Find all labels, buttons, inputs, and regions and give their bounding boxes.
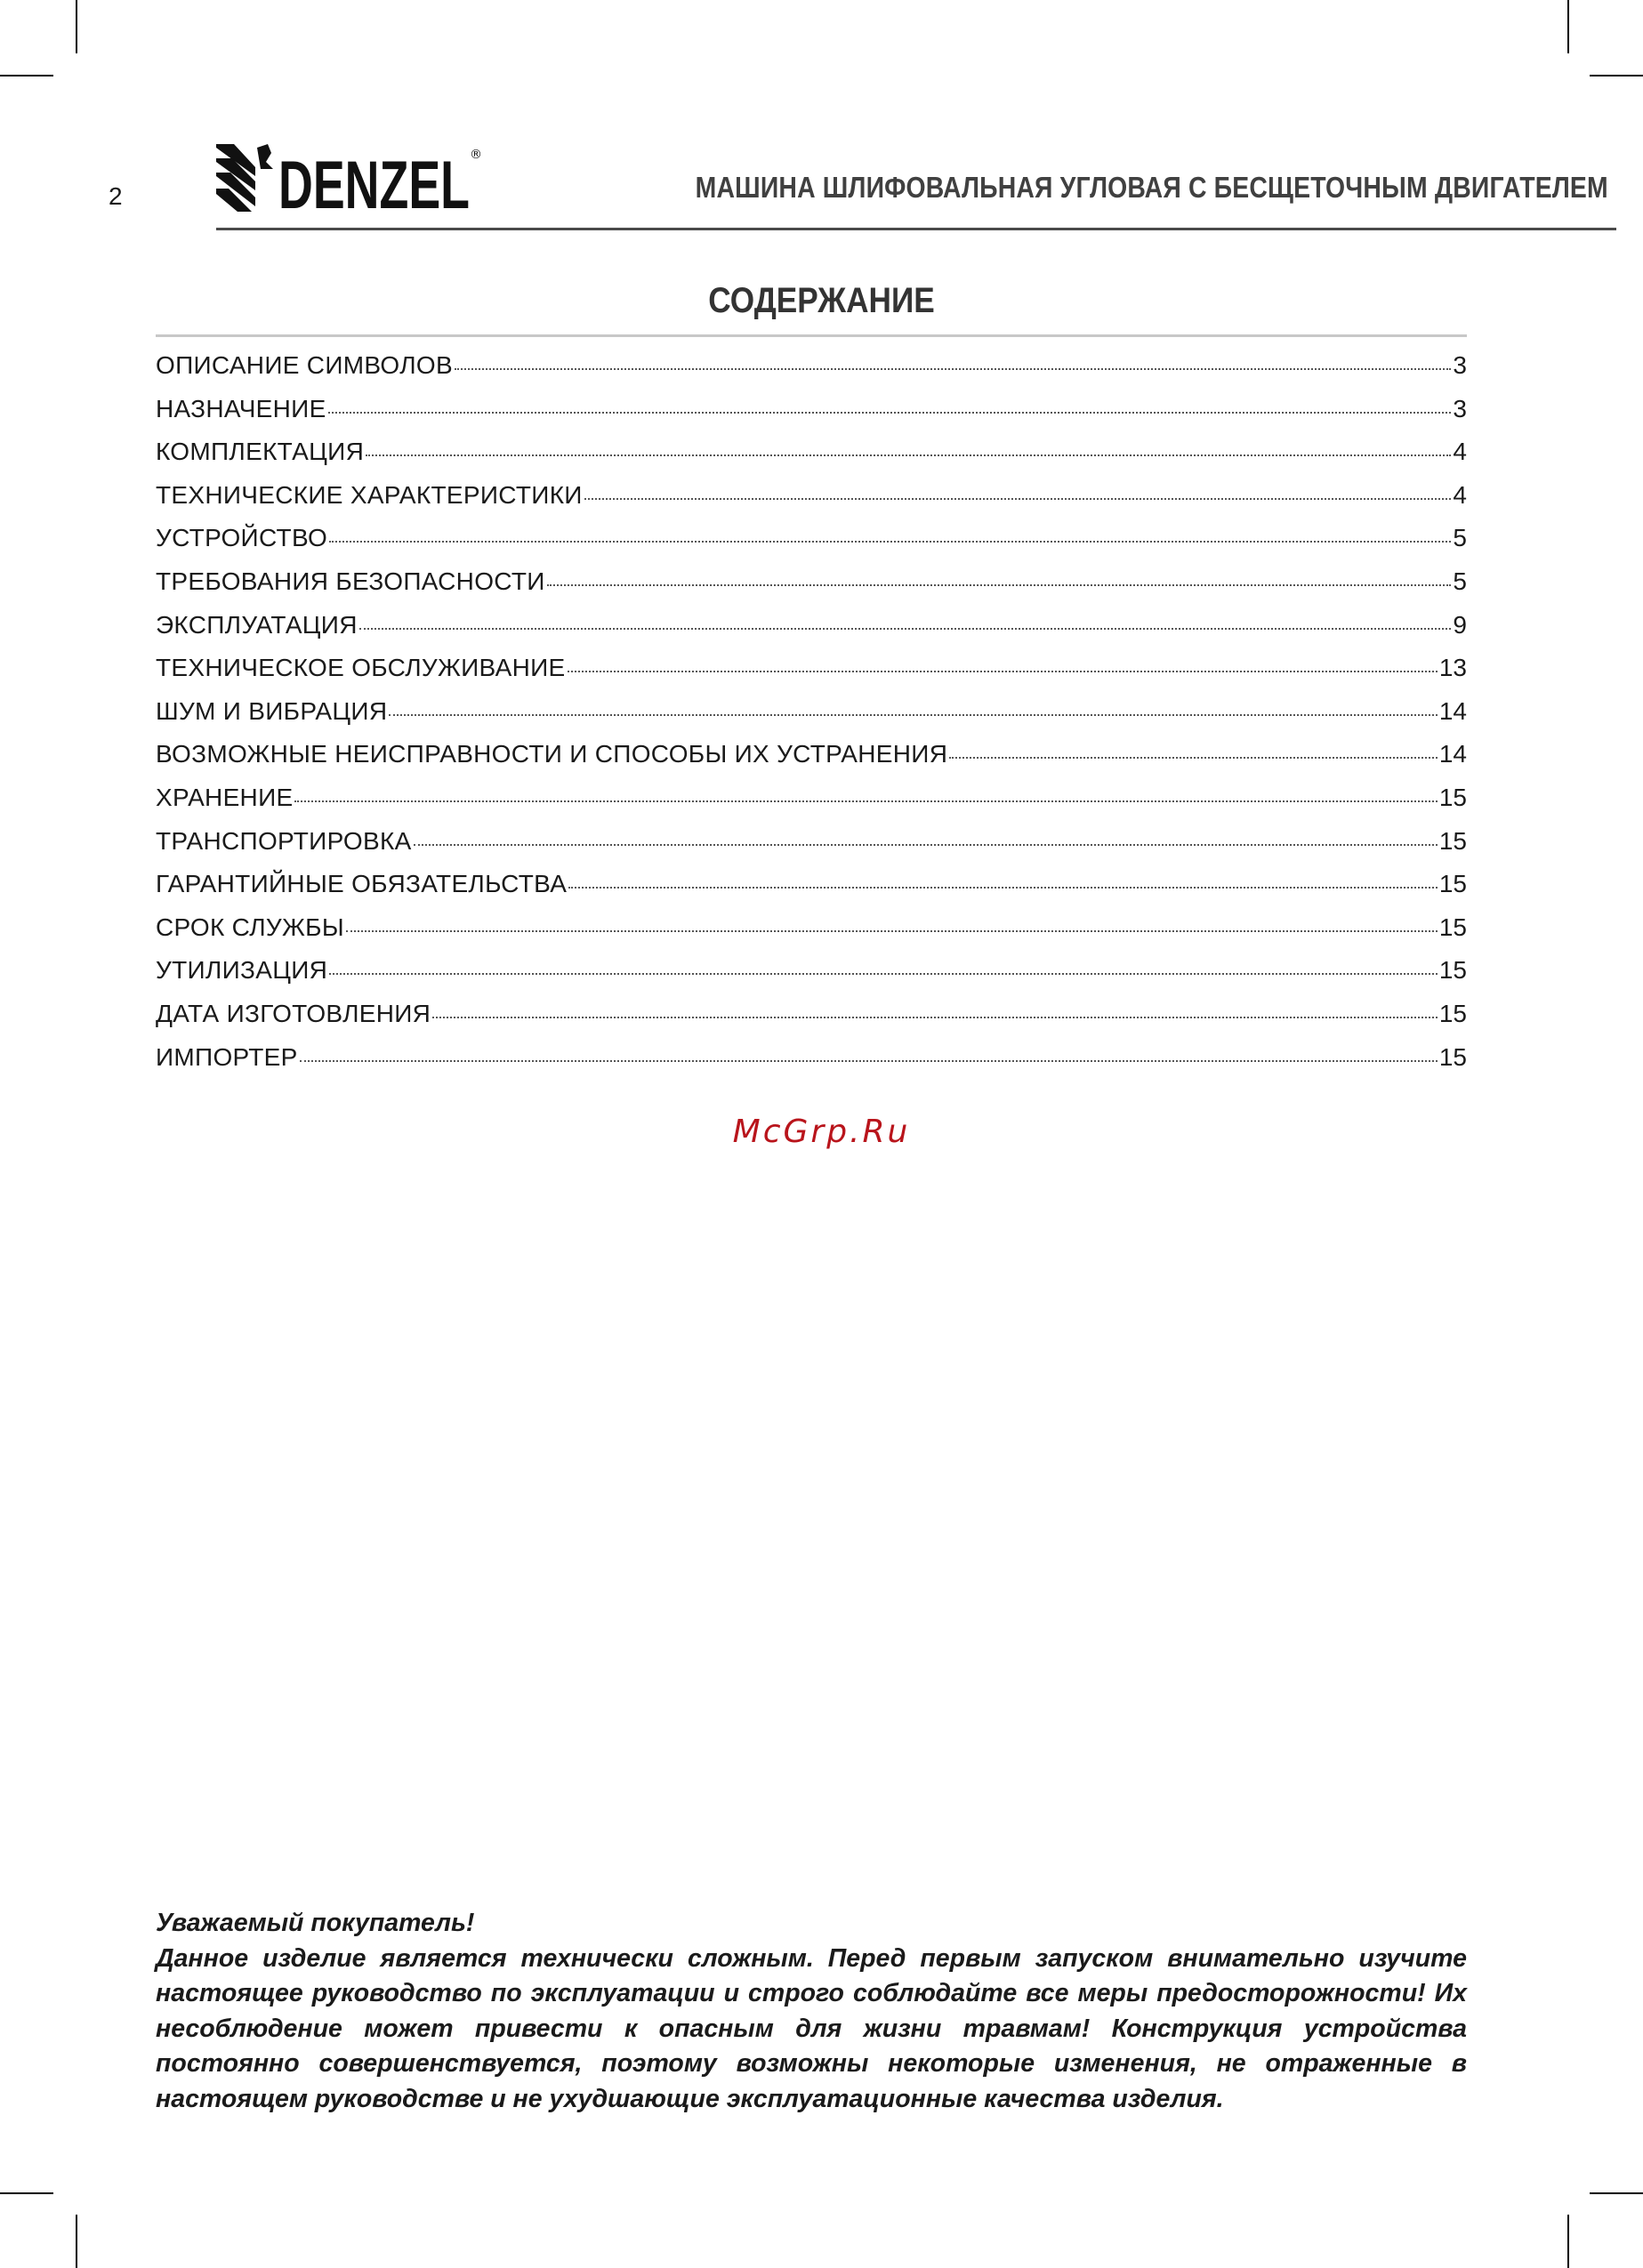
toc-entry-page: 3 — [1453, 351, 1467, 379]
document-title: МАШИНА ШЛИФОВАЛЬНАЯ УГЛОВАЯ С БЕСЩЕТОЧНЫМ ДВИГАТЕЛЕМ — [695, 171, 1608, 204]
toc-entry-label: УТИЛИЗАЦИЯ — [156, 956, 328, 985]
notice-greeting: Уважаемый покупатель! — [156, 1909, 475, 1937]
toc-entry-page: 5 — [1453, 524, 1467, 552]
toc-entry[interactable] — [156, 827, 1467, 871]
toc-entry-label: КОМПЛЕКТАЦИЯ — [156, 438, 365, 466]
toc-entry[interactable] — [156, 956, 1467, 1000]
toc-dot-leader — [329, 973, 1438, 975]
registered-mark: ® — [470, 148, 482, 162]
toc-entry-page: 15 — [1438, 999, 1467, 1027]
toc-entry-page: 15 — [1438, 956, 1467, 985]
toc-dot-leader — [455, 368, 1451, 370]
toc-entry-label: НАЗНАЧЕНИЕ — [156, 394, 326, 422]
toc-entry-label: СРОК СЛУЖБЫ — [156, 913, 344, 941]
toc-dot-leader — [414, 844, 1438, 846]
toc-entry-label: ТРЕБОВАНИЯ БЕЗОПАСНОСТИ — [156, 567, 545, 595]
notice-body: Данное изделие является технически сложным. Перед первым запуском внимательно изучите настоящее руководство по эксплуатации и строго соблюдайте все меры предосторожности! Их несоблюдение может привести к опасным для жизни травмам! Конструкция устройства постоянно совершенствуется, поэтому возможны некоторые изменения, не отраженные в настоящем руководстве и не ухудшающие эксплуатационные качества изделия. — [156, 1943, 1467, 2113]
customer-notice — [156, 1906, 1467, 2117]
toc-entry-label: ГАРАНТИЙНЫЕ ОБЯЗАТЕЛЬСТВА — [156, 870, 568, 898]
toc-entry[interactable] — [156, 784, 1467, 827]
toc-entry-label: ИМПОРТЕР — [156, 1042, 298, 1071]
watermark: McGrp.Ru — [732, 1114, 911, 1150]
toc-entry[interactable] — [156, 740, 1467, 784]
toc-entry[interactable] — [156, 913, 1467, 957]
table-of-contents — [156, 351, 1467, 1086]
toc-entry-page: 5 — [1453, 567, 1467, 595]
toc-entry[interactable] — [156, 351, 1467, 395]
toc-entry-page: 15 — [1438, 870, 1467, 898]
toc-entry[interactable] — [156, 870, 1467, 913]
toc-entry-page: 13 — [1438, 654, 1467, 682]
toc-entry[interactable] — [156, 438, 1467, 481]
toc-dot-leader — [389, 714, 1437, 716]
toc-heading: СОДЕРЖАНИЕ — [708, 281, 935, 320]
toc-dot-leader — [300, 1060, 1438, 1062]
logo-wordmark: DENZEL — [278, 148, 470, 213]
crop-mark — [1567, 0, 1569, 53]
toc-entry[interactable] — [156, 611, 1467, 655]
crop-mark — [1590, 2192, 1643, 2194]
toc-entry-label: ТРАНСПОРТИРОВКА — [156, 826, 412, 855]
toc-entry-label: ДАТА ИЗГОТОВЛЕНИЯ — [156, 999, 431, 1027]
crop-mark — [76, 2215, 77, 2268]
toc-entry-label: ЭКСПЛУАТАЦИЯ — [156, 610, 358, 639]
toc-entry[interactable] — [156, 654, 1467, 697]
denzel-emblem-icon — [216, 142, 483, 213]
toc-entry[interactable] — [156, 1043, 1467, 1087]
toc-entry-page: 4 — [1453, 438, 1467, 466]
toc-entry[interactable] — [156, 481, 1467, 525]
toc-entry-page: 14 — [1438, 696, 1467, 725]
toc-entry[interactable] — [156, 567, 1467, 611]
crop-mark — [0, 75, 53, 76]
toc-entry-label: УСТРОЙСТВО — [156, 524, 328, 552]
toc-dot-leader — [568, 887, 1438, 889]
toc-entry-label: ОПИСАНИЕ СИМВОЛОВ — [156, 351, 453, 379]
toc-entry[interactable] — [156, 697, 1467, 741]
toc-dot-leader — [346, 930, 1438, 932]
toc-dot-leader — [584, 498, 1452, 500]
toc-entry-label: ВОЗМОЖНЫЕ НЕИСПРАВНОСТИ И СПОСОБЫ ИХ УСТРАНЕНИЯ — [156, 740, 948, 768]
toc-dot-leader — [328, 412, 1452, 414]
toc-dot-leader — [329, 541, 1451, 543]
toc-dot-leader — [294, 800, 1437, 802]
crop-mark — [0, 2192, 53, 2194]
brand-logo — [216, 142, 483, 213]
toc-dot-leader — [432, 1017, 1438, 1018]
toc-entry-label: ТЕХНИЧЕСКИЕ ХАРАКТЕРИСТИКИ — [156, 480, 583, 509]
toc-entry-page: 15 — [1438, 826, 1467, 855]
toc-dot-leader — [949, 757, 1438, 759]
toc-entry[interactable] — [156, 1000, 1467, 1043]
toc-entry-page: 9 — [1453, 610, 1467, 639]
toc-entry-page: 4 — [1453, 480, 1467, 509]
toc-dot-leader — [359, 628, 1452, 630]
toc-entry-label: ШУМ И ВИБРАЦИЯ — [156, 696, 388, 725]
toc-entry[interactable] — [156, 524, 1467, 567]
page-number: 2 — [109, 182, 123, 210]
toc-entry-page: 14 — [1438, 740, 1467, 768]
toc-dot-leader — [366, 454, 1451, 456]
toc-entry[interactable] — [156, 395, 1467, 438]
toc-dot-leader — [547, 584, 1452, 586]
toc-rule — [156, 334, 1467, 337]
toc-entry-label: ХРАНЕНИЕ — [156, 783, 294, 811]
toc-entry-label: ТЕХНИЧЕСКОЕ ОБСЛУЖИВАНИЕ — [156, 654, 566, 682]
toc-entry-page: 3 — [1453, 394, 1467, 422]
toc-entry-page: 15 — [1438, 913, 1467, 941]
toc-dot-leader — [568, 671, 1438, 672]
crop-mark — [1590, 75, 1643, 76]
crop-mark — [76, 0, 77, 53]
crop-mark — [1567, 2215, 1569, 2268]
toc-entry-page: 15 — [1438, 1042, 1467, 1071]
header-rule — [216, 228, 1616, 230]
toc-entry-page: 15 — [1438, 783, 1467, 811]
